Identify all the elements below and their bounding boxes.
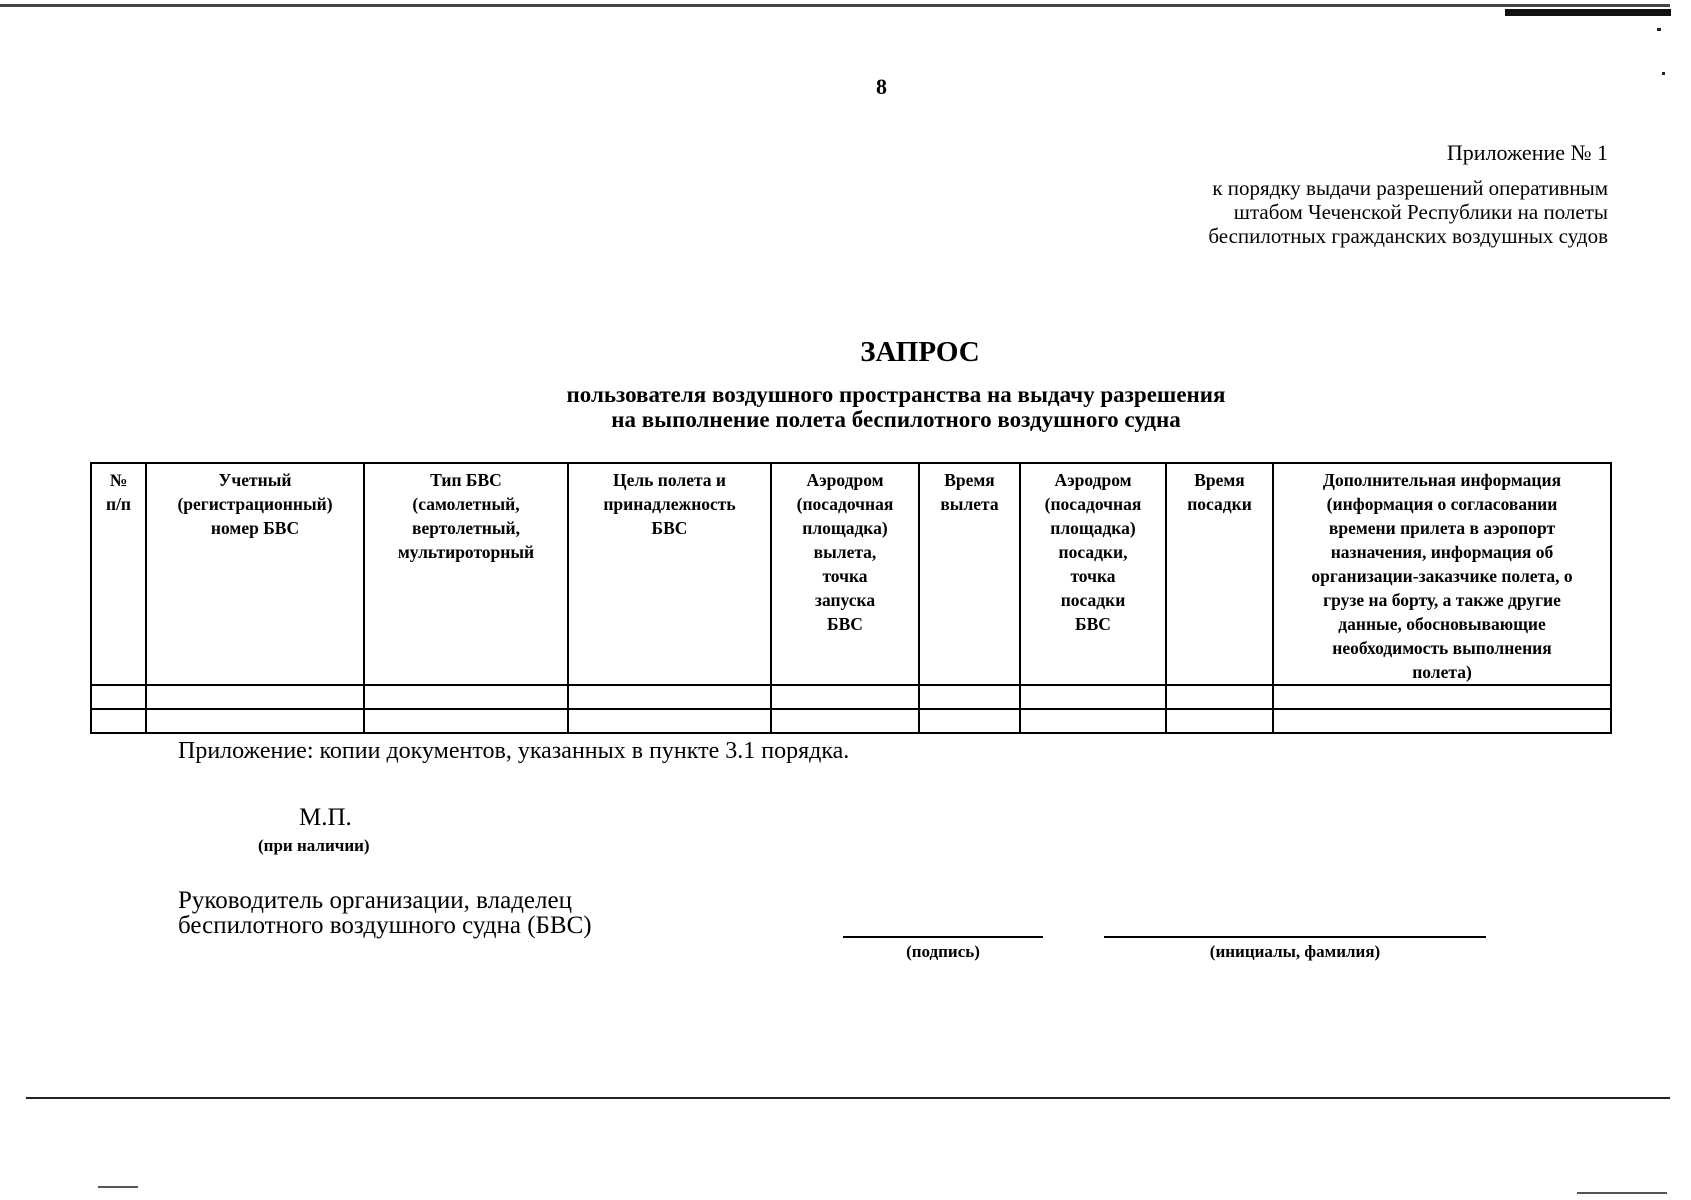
scan-mark [98, 1186, 138, 1188]
table-cell [1020, 685, 1166, 709]
column-header-uav-type: Тип БВС (самолетный, вертолетный, мультироторный [364, 463, 568, 685]
column-header-additional-info: Дополнительная информация (информация о согласовании времени прилета в аэропорт назначения, информация об организации-заказчике полета, о грузе на борту, а также другие данные, обосновывающие необходимость выполнения полета) [1273, 463, 1611, 685]
table-cell [1166, 685, 1273, 709]
table-cell [146, 709, 364, 733]
column-header-departure-time: Время вылета [919, 463, 1020, 685]
signer-label: Руководитель организации, владелец беспилотного воздушного судна (БВС) [178, 887, 592, 939]
table-cell [1273, 685, 1611, 709]
signature-line [843, 936, 1043, 938]
column-header-landing-aerodrome: Аэродром (посадочная площадка) посадки, точка посадки БВС [1020, 463, 1166, 685]
table-cell [364, 685, 568, 709]
table-cell [1273, 709, 1611, 733]
request-table [90, 462, 1612, 734]
column-header-number: № п/п [91, 463, 146, 685]
page-number: 8 [876, 74, 887, 99]
table-cell [919, 709, 1020, 733]
stamp-label: М.П. [299, 804, 352, 831]
table-cell [771, 709, 919, 733]
table-cell [146, 685, 364, 709]
column-header-registration-number: Учетный (регистрационный) номер БВС [146, 463, 364, 685]
table-cell [771, 685, 919, 709]
document-subtitle: пользователя воздушного пространства на выдачу разрешения на выполнение полета беспилотного воздушного судна [566, 382, 1226, 432]
table-cell [91, 685, 146, 709]
table-row [91, 709, 1611, 733]
table-header-row [91, 463, 1611, 685]
column-header-landing-time: Время посадки [1166, 463, 1273, 685]
appendix-subtitle: к порядку выдачи разрешений оперативным штабом Чеченской Республики на полеты беспилотных гражданских воздушных судов [1208, 176, 1608, 248]
signature-caption: (подпись) [906, 942, 980, 961]
name-line [1104, 936, 1486, 938]
stamp-note: (при наличии) [258, 836, 370, 855]
appendix-title: Приложение № 1 [1446, 140, 1608, 165]
table-cell [1020, 709, 1166, 733]
top-border-rule-thick [1505, 9, 1671, 16]
scan-mark [1657, 28, 1661, 31]
top-border-rule [0, 4, 1670, 7]
name-caption: (инициалы, фамилия) [1209, 942, 1381, 961]
table-cell [1166, 709, 1273, 733]
scan-mark [1662, 72, 1665, 75]
scan-mark [1577, 1192, 1667, 1194]
bottom-border-rule [26, 1097, 1670, 1099]
table-cell [364, 709, 568, 733]
document-title: ЗАПРОС [860, 336, 980, 368]
column-header-departure-aerodrome: Аэродром (посадочная площадка) вылета, точка запуска БВС [771, 463, 919, 685]
column-header-flight-purpose: Цель полета и принадлежность БВС [568, 463, 771, 685]
table-row [91, 685, 1611, 709]
table-cell [568, 685, 771, 709]
attachment-note: Приложение: копии документов, указанных в пункте 3.1 порядка. [178, 738, 850, 764]
table-cell [91, 709, 146, 733]
table-cell [919, 685, 1020, 709]
table-cell [568, 709, 771, 733]
